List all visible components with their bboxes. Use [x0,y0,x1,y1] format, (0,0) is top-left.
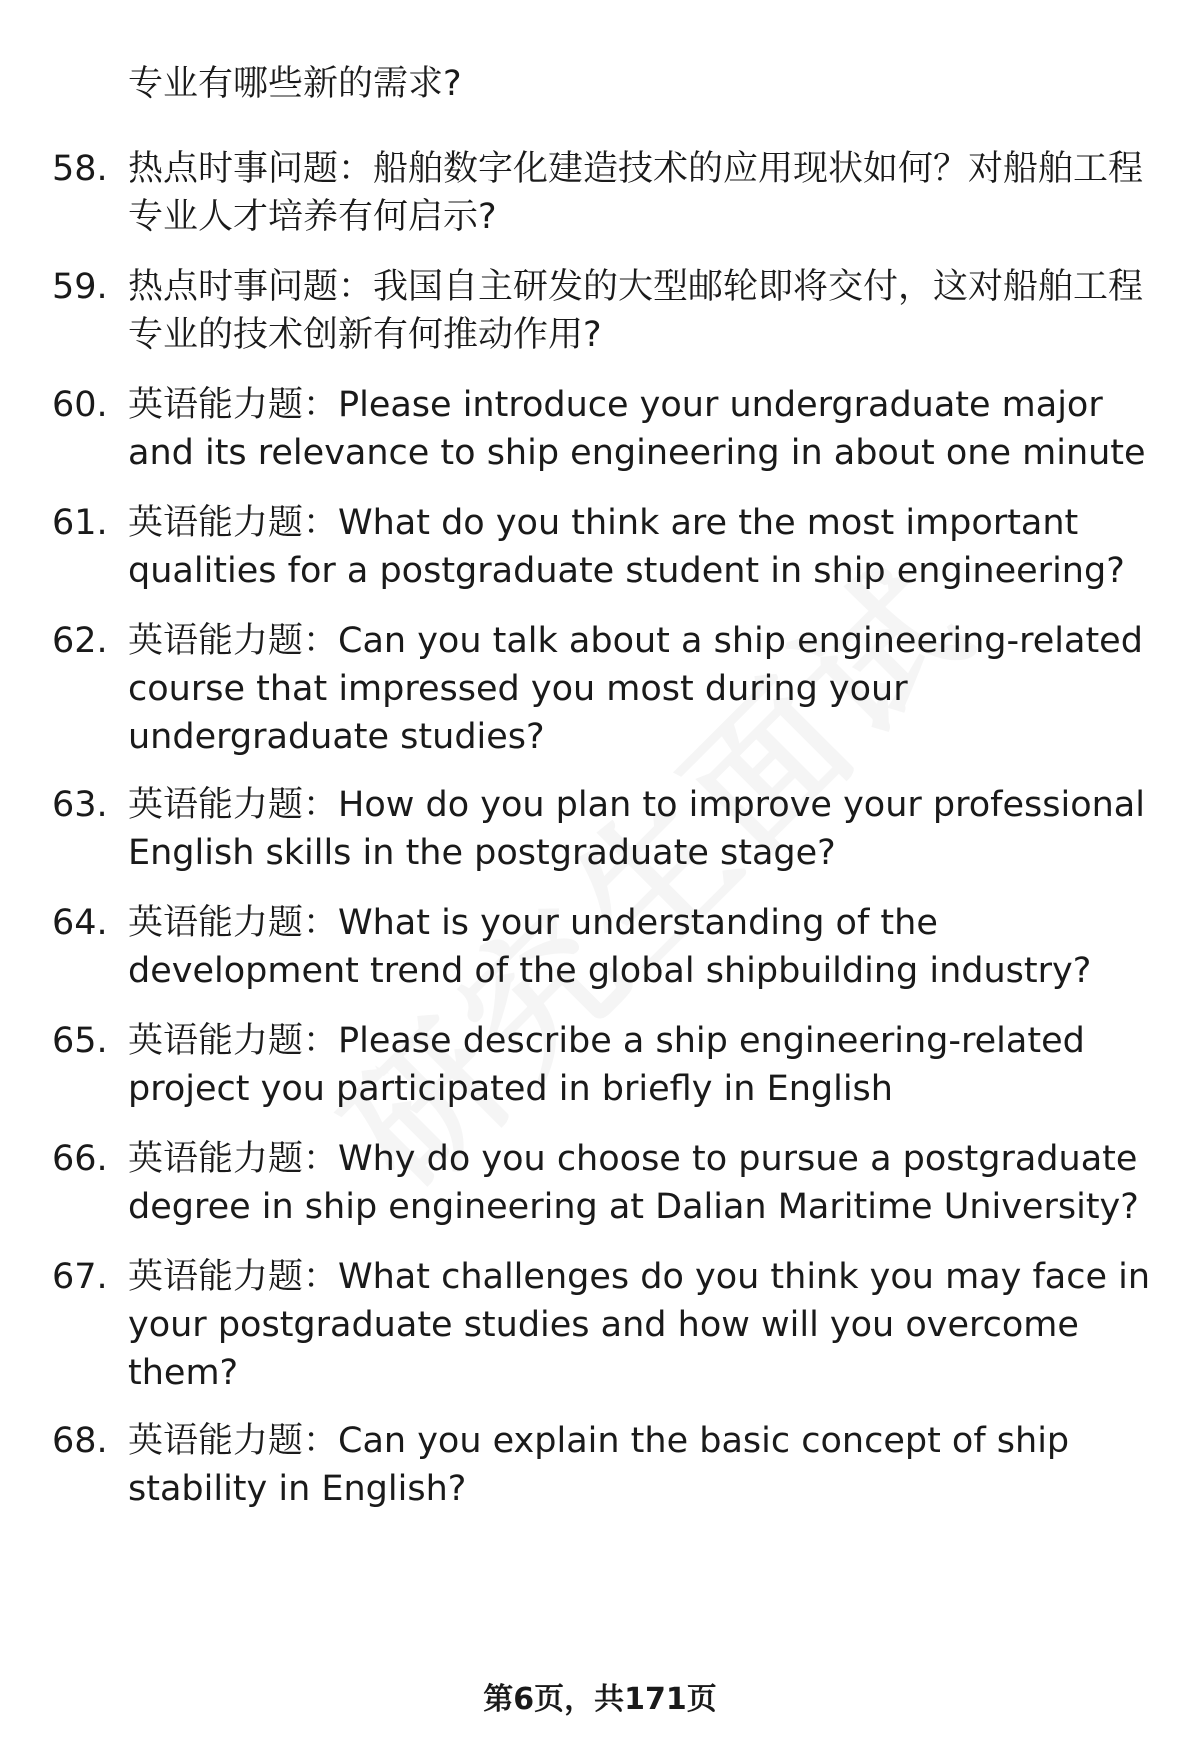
question-text: 英语能力题：Why do you choose to pursue a postgraduate degree in ship engineering at Dalian Maritime University? [128,1139,1139,1227]
question-number: 62. [52,621,108,661]
question-number: 63. [52,785,108,825]
question-number: 68. [52,1421,108,1461]
page-footer: 第6页，共171页 [483,1682,717,1717]
question-text: 英语能力题：What is your understanding of the development trend of the global shipbuilding industry? [128,903,1092,991]
question-text: 英语能力题：Can you explain the basic concept of ship stability in English? [128,1421,1070,1509]
question-text: 英语能力题：Please introduce your undergraduate major and its relevance to ship engineering in about one minute [128,385,1146,473]
question-number: 61. [52,503,108,543]
question-number: 58. [52,149,108,189]
question-text: 英语能力题：Can you talk about a ship engineering-related course that impressed you most during your undergraduate studies? [128,621,1143,757]
question-text: 英语能力题：What do you think are the most important qualities for a postgraduate student in ship engineering? [128,503,1125,591]
question-number: 67. [52,1257,108,1297]
question-number: 59. [52,267,108,307]
question-text: 英语能力题：Please describe a ship engineering-related project you participated in briefly in English [128,1021,1085,1109]
question-text: 英语能力题：What challenges do you think you may face in your postgraduate studies and how will you overcome them? [128,1257,1151,1393]
continuation-text: 专业有哪些新的需求? [128,64,462,104]
question-text: 热点时事问题：船舶数字化建造技术的应用现状如何？对船舶工程专业人才培养有何启示? [128,149,1144,237]
question-number: 60. [52,385,108,425]
question-number: 65. [52,1021,108,1061]
question-text: 热点时事问题：我国自主研发的大型邮轮即将交付，这对船舶工程专业的技术创新有何推动作用? [128,267,1144,355]
question-text: 英语能力题：How do you plan to improve your professional English skills in the postgraduate stage? [128,785,1145,873]
question-number: 64. [52,903,108,943]
question-number: 66. [52,1139,108,1179]
